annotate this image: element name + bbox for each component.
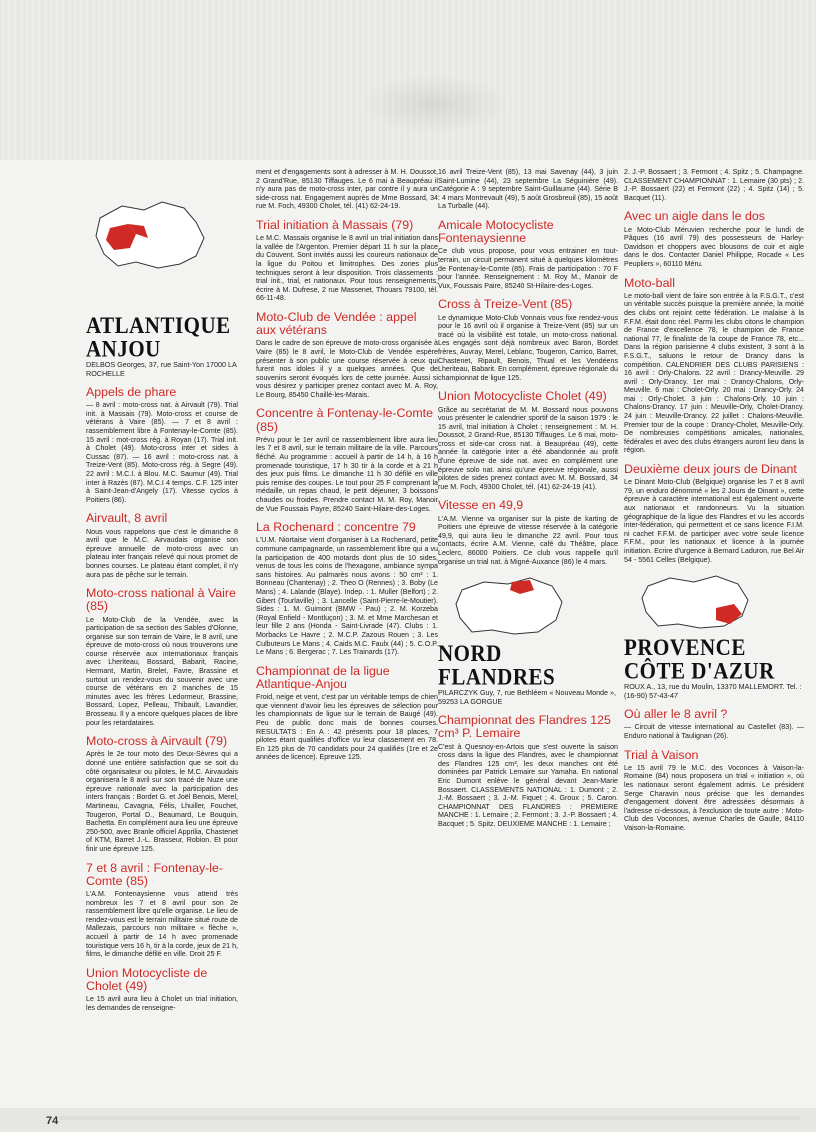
footer-rule [60,1116,800,1120]
article-heading: Airvault, 8 avril [86,511,168,526]
column-2 [256,168,438,1093]
article-heading: Moto-cross à Airvault (79) [86,734,228,749]
article-text: Le Dinant Moto-Club (Belgique) organise les 7 et 8 avril 79, un enduro dénommé « les 2 Jours de Dinant », cette épreuve à caractère international est également ouverte aux nationaux et randonneurs. Vu la situation géographique de la ligue des Flandres et vu les accords inter-fédération, qui permettent et ce sans licence F.I.M. ni cachet F.F.M. de participer avec votre seule licence F.F.M., pour les nationaux et licence à la journée initiation. Ecrire d'urgence à Bernard Laduron, rue Bel Air 54 - 5561 Celles (Belgique). [624,478,804,564]
article-heading: Appels de phare [86,385,177,399]
article-text: Le 15 avril 79 le M.C. des Voconces à Vaison-la-Romaine (84) nous proposera un trial « initiation », où les nationaux seront également admis. Le président Serge Charavin nous précise que les demandes d'engagement doivent être adressées désormais à l'adresse ci-dessous, à l'exclusion de toute autre : Moto-Club des Voconces, avenue Charles de Gaulle, 84110 Vaison-la-Romaine. [624,763,804,832]
region-title-provence: PROVENCE CÔTE D'AZUR [624,633,775,685]
article-text: L'A.M. Vienne va organiser sur la piste de karting de Poitiers une épreuve de vitesse réservée à la catégorie 49,9, qui aura lieu le dimanche 22 avril. Pour tous contacts, écrire A.M. Vienne, café du Théâtre, place Leclerc, 86000 Poitiers. Ce club vous rappelle qu'il organise un trial nat. à Migné-Auxance (86) le 4 mars. [438,514,618,566]
article-text: Prévu pour le 1er avril ce rassemblement libre aura lieu les 7 et 8 avril, sur le terrain militaire de la ville. Parcours fléché. Au programme : accueil à partir de 14 h, à 16 h promenade touristique, 17 h 30 tir à la corde et à 21 h des jeux puis films. Le dimanche 11 h 30 défilé en ville puis remise des coupes. Le tout pour 25 F comprenant la médaille, un repas chaud, le petit déjeuner, 3 boissons chaudes ou froides. Prendre contact M. M. Roy, Manoir de Vue Foussais Payre, 85240 Saint-Hilaire-des-Loges. [256,435,438,513]
article-heading: Union Motocycliste de Cholet (49) [86,965,208,993]
article-text: Le moto-ball vient de faire son entrée à la F.S.G.T., c'est un véritable succès puisque la première année, la moitié des clubs ont rejoint cette fédération. Le malaise à la F.F.M. était donc réel. Parmi les clubs citons le champion de France d'excellence 78, le champion de France national 77, le finaliste de la coupe de France 78, etc... Dans la région parisienne 4 clubs existent, 3 sont à la F.S.G.T., saluons le retour de Drancy dans la compétition. CALENDRIER DES CLUBS PARISIENS : 16 avril : Orly-Chalons. 22 avril : Drancy-Meuville. 29 avril : Orly-Drancy. 1er mai : Drancy-Chalons, Orly-Meuville. 6 mai : Cholet-Orly. 20 mai : Drancy-Orly. 24 mai : Orly-Cholet. 3 juin : Chalons-Orly. 10 juin : Chalons-Drancy. 17 juin : Meuville-Orly, Cholet-Drancy. 24 juin : Meuville-Drancy. 22 juillet : Chalons-Meuville. Premier tour de la coupe : Drancy-Cholet, Meuville-Orly. De nombreuses compétitions amicales, nationales, fédérales et avec des clubs étrangers auront lieu dans la région. [624,291,804,455]
watermark [360,74,510,134]
article-text: 2. J.-P. Bossaert ; 3. Fermont ; 4. Spitz ; 5. Champagne. CLASSEMENT CHAMPIONNAT : 1. Lemaire (30 pts) ; 2. J.-P. Bossaert (22) et Fermont (22) ; 4. Spitz (14) ; 5. Bacquet (11). [624,168,804,202]
article-heading: Championnat de la ligue Atlantique-Anjou [256,663,390,691]
page-footer [0,1108,816,1132]
article-heading: Concentre à Fontenay-le-Comte (85) [256,406,433,434]
article-text: C'est à Quesnoy-en-Artois que s'est ouverte la saison cross dans la ligue des Flandres, avec le championnat des Flandres 125 cm³, les deux manches ont été dominées par Patrick Lemaire sur Yamaha. En national Eric Dumont enlève le général devant Jean-Marie Bossaert. CLASSEMENTS NATIONAL : 1. Dumont ; 2. J.-M. Bossaert ; 3. J.-M. Fiquet ; 4. Groux ; 5. Caron. CHAMPIONNAT DES FLANDRES : PREMIERE MANCHE : 1. Lemaire ; 2. Fermont ; 3. J.-P. Bossaert ; 4. Bacquet ; 5. Spitz. DEUXIEME MANCHE : 1. Lemaire ; [438,742,618,828]
article-text: Froid, neige et vent, c'est par un véritable temps de chien que viennent d'avoir lieu les épreuves de sélection pour les championnats de ligue sur le terrain de Baugé (49). Peu de public donc mais de bonnes courses. RESULTATS : En A : 42 présents pour 18 places, 7 pilotes étant qualifiés d'office vu leur classement en 78. En 125 plus de 70 candidats pour 24 qualifiés (1re et 2e années de licence). Epreuve 125. [256,693,438,762]
article-heading: Cross à Treize-Vent (85) [438,297,573,312]
article-text: Dans le cadre de son épreuve de moto-cross organisée à Vaire (85) le 8 avril, le Moto-Club de Vendée espère présenter à son public une course réservée à ceux qui furent nos idoles il y a quelques années. Que de souvenirs seront évoqués lors de cette journée. Aussi si vous désirez y participer prenez contact avec M. A. Roy, Le Bourg, 85450 Chaillé-les-Marais. [256,339,438,399]
region-title-nord: NORD FLANDRES [438,639,556,691]
region-map-atlantique [92,198,220,272]
article-heading: Moto-Club de Vendée : appel aux vétérans [256,309,417,338]
article-heading: Vitesse en 49,9 [438,498,524,513]
article-text: — Circuit de vitesse international au Castellet (83). — Enduro national à Taulignan (26). [624,723,804,740]
article-text: 16 avril Treize-Vent (85), 13 mai Savenay (44), 3 juin Saint-Lumine (44), 23 septembre La Séguinière (49). Catégorie A : 9 septembre Saint-Guillaume (44). Série B : 4 mars Montrevault (49), 5 août Grosbreuil (85), 15 août La Turballe (44). [438,168,618,211]
region-contact: PILARCZYK Guy, 7, rue Bethléem « Nouveau Monde », 59253 LA GORGUE [438,688,617,707]
region-title-atlantique: ATLANTIQUE ANJOU [86,311,231,363]
article-text: — 8 avril : moto-cross nat. à Airvault (79). Trial init. à Massais (79). Moto-cross et course de vétérans à Vaire (85). — 7 et 8 avril : rassemblement libre à Fontenay-le-Comte (85). 15 avril : mot-cross rég. à Royan (17). Trial init. à Cholet (49). Moto-cross inter et sides à Cussac (87). — 16 avril : moto-cross nat. à Treize-Vent (85). Moto-cross rég. à Segre (49). 22 avril : M.C.I. à Blou. M.C. Saumur (49). Trial inter à Razès (87). M.C.I 4 temps. C.F. 125 inter à Saint-Jean-d'Angely (17). Vitesse cyclos à Poitiers (86). [86,401,238,504]
article-heading: Deuxième deux jours de Dinant [624,462,797,477]
article-text: Le dynamique Moto-Club Vonnais vous fixe rendez-vous pour le 16 avril où il organise à Treize-Vent (85) sur un tracé où la visibilité est totale, un moto-cross national. Les engagés sont déjà nombreux avec Baron, Bordet frères, Auvray, Merel, Leblanc, Tougeron, Carrico, Barret, Chastenet, Ripault, Benois, Thual et les Vendéens Lheriteau, Babarit. En complément, épreuve régionale du championnat de ligue 125. [438,313,618,382]
article-heading: Avec un aigle dans le dos [624,209,765,224]
region-contact: ROUX A., 13, rue du Moulin, 13370 MALLEMORT. Tel. : (16-90) 57-43-47 [624,682,802,701]
article-text: Le Moto-Club de la Vendée, avec la participation de sa section des Sables d'Olonne, organise sur son terrain de Vaire, le 8 avril, une épreuve de moto-cross où nous trouverons une course réservée aux internationaux français avec Lheriteau, Bossard, Babarit, Racine, Hermant, Martin, Brelet, Favre, Brassine et surtout un rendez-vous du souvenir avec une course de vétérans en 2 manches de 15 minutes avec les frères Ledormeur, Brassine, Bossard, Lopez, Pelleau, Thibault, Lavandier, Brosseau. Il y a encore quelques places de libre pour les retardataires. [86,615,238,727]
article-heading: Trial initiation à Massais (79) [256,217,414,232]
article-text: ment et d'engagements sont à adresser à M. H. Doussot, 2 Grand'Rue, 85130 Tiffauges. Le 6 mai à Beaupréau il n'y aura pas de moto-cross inter, par contre il y aura un side-cross nat. Engagement auprès de Mme Bossard, 34 rue M. Foch, 49300 Cholet, tél. (41) 62-24-19. [256,168,438,211]
article-heading: La Rochenard : concentre 79 [256,520,416,535]
column-1 [86,168,238,1093]
article-heading: Trial à Vaison [624,747,699,762]
article-heading: Moto-ball [624,275,675,290]
article-text: L'U.M. Niortaise vient d'organiser à La Rochenard, petite commune campagnarde, un rassemblement libre qui a vu la participation de 400 motards dont plus de 10 sides, venus de tous les coins de l'hexagone, ambiance sympa sans histoires. Au palmarès nous avons : 50 cm³ : 1. Bonneau (Chantenay) ; 2. Theo O (Rennes) ; 3. Boby (Le Mans) ; 4. Lalande (Blaye). Indep. : 1. Muller (Belfort) ; 2. Gibert (Tourlaville) ; 3. Lancelle (Saint-Pierre-le-Moutier). Sides : 1. M. Guimont (BMW - Pau) ; 2. M. Korzeba (Royal Enfield - Montluçon) ; 3. M. et Mme Marchesan et leur fille 2 ans (Honda - Saint-Livrade (47). Clubs : 1. Morbacks Le Havre ; 2. M.C.P. Zazous Rouen ; 3. Les Culbuteurs Le Mans ; 4. Caids M.C. Faulx (44) ; 5. C.O.P. Le Mans ; 6. Bergerac ; 7. Les Trainards (17). [256,536,438,657]
article-text: Grâce au secrétariat de M. M. Bossard nous pouvons vous présenter le calendrier sportif de la saison 1979 : le 15 avril, trial initiation à Cholet ; renseignement : M. H. Doussot, 2 Grand-Rue, 85130 Tiffauges. Le 6 mai, moto-cross et side-car cross nat. à Beaupréau (49), cette année la catégorie inter a été abandonnée au profit d'une épreuve de side nat. avec en complément une épreuve solo nat. ainsi qu'une épreuve régionale, aussi pilotes de sides prenez contact avec M. M. Bossard, 34 rue M. Foch, 49300 Cholet, tél. (41) 62-24-19 (41). [438,405,618,491]
page-number: 74 [46,1115,59,1127]
article-heading: Championnat des Flandres 125 cm³ P. Lemaire [438,713,611,741]
article-text: Le 15 avril aura lieu à Cholet un trial initiation, les demandes de renseigne- [86,995,238,1012]
region-contact: DELBOS Georges, 37, rue Saint-Yon 17000 LA ROCHELLE [86,360,237,378]
article-text: Le M.C. Massais organise le 8 avril un trial initiation dans la vallée de l'Argenton. Premier départ 11 h sur la place du Couvent. Sont invités aussi les coureurs nationaux de la ligue du Poitou et limitrophes. Des zones plus techniques seront à leur disposition. Trois classements : trial init., trial, et nationaux. Pour tous renseignements, écrire à M. Dufrese, 2 rue Massenet, Thouars 79100, tél. 66-11-48. [256,234,438,303]
column-4 [624,168,804,1093]
region-map-provence [638,574,756,632]
region-map-nord [452,576,570,638]
article-text: Après le 2e tour moto des Deux-Sèvres qui a donné une entière satisfaction que se soit du côté organisateur ou pilotes, le M.C. Airvaudais organisera le 8 avril sur son tracé de Nuze une épreuve nationale avec la participation des inters français : Bordet G. et Joël Benois, Merel, Martineau, Cavagna, Félis, Lhuiller, Fouchet, Tougeron, Portal D., Beaumard, Le Bouquin, Bachetta. En complément aura lieu une épreuve 250-500, avec Branle officiel Apprilia, Chastenet of KTM, Barret J.-L. Brasseur, Robion. Et pour finir une épreuve 125. [86,750,238,853]
article-heading: Union Motocycliste Cholet (49) [438,389,607,404]
article-text: Ce club vous propose, pour vous entrainer en tout-terrain, un circuit permanent situé à quelques kilomètres de Fontenay-le-Comte (85). Frais de participation : 70 F pour l'année. Renseignement : M. Roy M., Manoir de Vux, Foussais Paire, 85240 St-Hilaire-des-Loges. [438,247,618,290]
column-3 [438,168,618,1093]
article-heading: 7 et 8 avril : Fontenay-le-Comte (85) [86,860,224,888]
article-text: Le Moto-Club Méruvien recherche pour le lundi de Pâques (16 avril 79) des possesseurs de Harley-Davidson et choppers avec blousons de cuir et aigle dans le dos. Contacter Daniel Philippe, Rocade « Les Peupliers », 60110 Méru. [624,225,804,268]
article-text: L'A.M. Fontenaysienne vous attend très nombreux les 7 et 8 avril pour son 2e rassemblement libre qu'elle organise. Le lieu de rendez-vous est le terrain militaire situé route de Mallezais, parcours non militaire « flèche », accueil à partir de 14 h avec promenade touristique vers 16 h, tir à la corde, jeux de 21 h, films, le dimanche défilé en ville. Droit 25 F. [86,889,238,959]
article-heading: Moto-cross national à Vaire (85) [86,586,236,614]
article-heading: Amicale Motocycliste Fontenaysienne [438,217,554,246]
blank-header-area [0,0,816,160]
article-heading: Où aller le 8 avril ? [624,707,728,722]
article-text: Nous vous rappelons que c'est le dimanche 8 avril que le M.C. Airvaudais organise son épreuve annuelle de moto-cross avec un plateau inter français relevé qui nous promet de bonnes courses. Le plateau étant complet, il n'y aura pas de pêche sur le terrain. [86,527,238,579]
